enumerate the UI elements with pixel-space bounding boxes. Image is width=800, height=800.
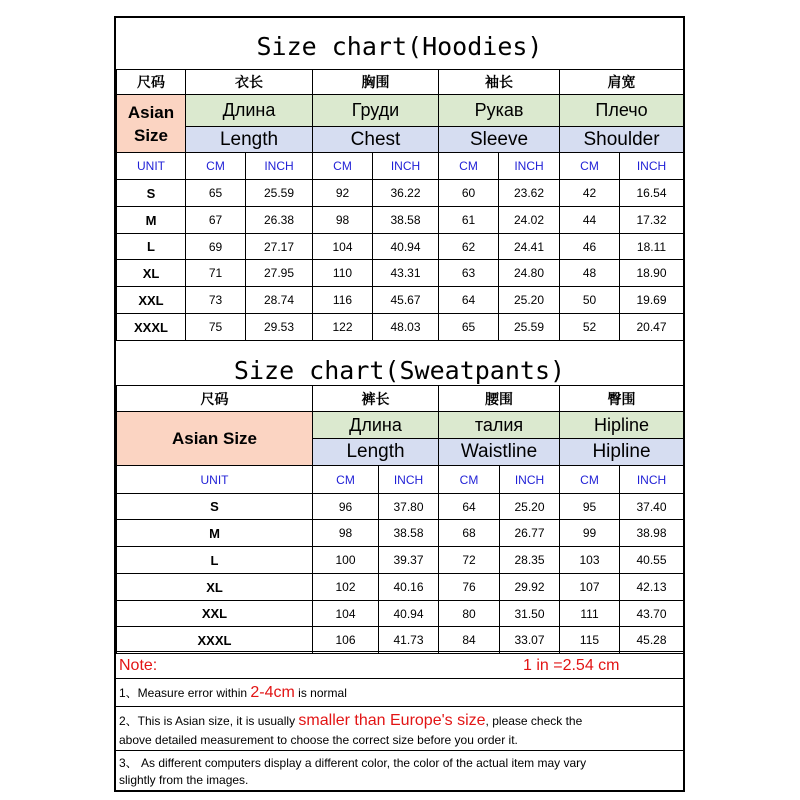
value-cell: 92 <box>313 180 373 207</box>
cn-chest-header: 胸围 <box>313 70 439 95</box>
value-cell: 116 <box>313 287 373 314</box>
value-cell: 40.94 <box>373 234 439 260</box>
value-cell: 107 <box>560 574 620 601</box>
notes-section <box>116 651 683 793</box>
value-cell: 20.47 <box>620 314 684 341</box>
value-cell: 26.77 <box>500 520 560 547</box>
unit-cm: CM <box>313 153 373 180</box>
value-cell: 46 <box>560 234 620 260</box>
sweatpants-cn-header-row <box>117 386 684 412</box>
hoodies-table <box>116 69 684 341</box>
note-3-line-1: 3、 As different computers display a different color, the color of the actual item may vary <box>119 756 587 770</box>
sweatpants-title: Size chart(Sweatpants) <box>233 356 566 385</box>
value-cell: 42 <box>560 180 620 207</box>
value-cell: 69 <box>186 234 246 260</box>
value-cell: 18.11 <box>620 234 684 260</box>
value-cell: 24.41 <box>499 234 560 260</box>
en-length-label: Length <box>313 439 439 466</box>
note-1-prefix: 1、Measure error within <box>119 686 251 700</box>
en-sleeve-label: Sleeve <box>439 127 560 153</box>
size-cell: XL <box>117 260 186 287</box>
value-cell: 27.95 <box>246 260 313 287</box>
table-row <box>117 260 684 287</box>
size-cell: XL <box>117 574 313 601</box>
value-cell: 84 <box>439 627 500 654</box>
value-cell: 37.40 <box>620 494 684 520</box>
asian-size-header <box>117 95 186 153</box>
sweatpants-ru-row <box>117 412 684 439</box>
note-2-prefix: 2、This is Asian size, it is usually <box>119 714 299 728</box>
value-cell: 31.50 <box>500 601 560 627</box>
value-cell: 36.22 <box>373 180 439 207</box>
hoodies-unit-row <box>117 153 684 180</box>
table-row <box>117 520 684 547</box>
unit-cm: CM <box>560 466 620 494</box>
note-1-suffix: is normal <box>294 686 347 700</box>
value-cell: 28.74 <box>246 287 313 314</box>
hoodies-ru-row <box>117 95 684 127</box>
ru-length-label: Длина <box>313 412 439 439</box>
unit-inch: INCH <box>620 466 684 494</box>
value-cell: 102 <box>313 574 379 601</box>
unit-inch: INCH <box>499 153 560 180</box>
value-cell: 65 <box>186 180 246 207</box>
value-cell: 33.07 <box>500 627 560 654</box>
cn-size-header: 尺码 <box>117 386 313 412</box>
size-chart-sheet <box>114 16 685 792</box>
value-cell: 43.31 <box>373 260 439 287</box>
note-3-line-2: slightly from the images. <box>119 773 249 787</box>
value-cell: 76 <box>439 574 500 601</box>
hoodies-en-row <box>117 127 684 153</box>
value-cell: 65 <box>439 314 499 341</box>
table-row <box>117 314 684 341</box>
value-cell: 24.02 <box>499 207 560 234</box>
value-cell: 25.20 <box>499 287 560 314</box>
table-row <box>117 601 684 627</box>
value-cell: 38.58 <box>379 520 439 547</box>
unit-label: UNIT <box>117 153 186 180</box>
en-chest-label: Chest <box>313 127 439 153</box>
unit-inch: INCH <box>500 466 560 494</box>
unit-cm: CM <box>313 466 379 494</box>
sweatpants-unit-row <box>117 466 684 494</box>
value-cell: 61 <box>439 207 499 234</box>
value-cell: 111 <box>560 601 620 627</box>
ru-waist-label: талия <box>439 412 560 439</box>
value-cell: 40.94 <box>379 601 439 627</box>
asian-size-text: Asian Size <box>127 102 175 145</box>
cn-waist-header: 腰围 <box>439 386 560 412</box>
value-cell: 67 <box>186 207 246 234</box>
value-cell: 48.03 <box>373 314 439 341</box>
value-cell: 40.16 <box>379 574 439 601</box>
note-2 <box>116 707 683 751</box>
value-cell: 48 <box>560 260 620 287</box>
value-cell: 38.98 <box>620 520 684 547</box>
cn-length-header: 衣长 <box>186 70 313 95</box>
ru-length-label: Длина <box>186 95 313 127</box>
value-cell: 39.37 <box>379 547 439 574</box>
value-cell: 29.92 <box>500 574 560 601</box>
value-cell: 40.55 <box>620 547 684 574</box>
note-1 <box>116 679 683 707</box>
value-cell: 25.59 <box>246 180 313 207</box>
en-hipline-label: Hipline <box>560 439 684 466</box>
value-cell: 71 <box>186 260 246 287</box>
value-cell: 98 <box>313 520 379 547</box>
note-3 <box>116 751 683 793</box>
table-row <box>117 234 684 260</box>
en-length-label: Length <box>186 127 313 153</box>
cn-pants-length-header: 裤长 <box>313 386 439 412</box>
value-cell: 41.73 <box>379 627 439 654</box>
value-cell: 62 <box>439 234 499 260</box>
value-cell: 60 <box>439 180 499 207</box>
value-cell: 16.54 <box>620 180 684 207</box>
value-cell: 45.67 <box>373 287 439 314</box>
value-cell: 37.80 <box>379 494 439 520</box>
value-cell: 63 <box>439 260 499 287</box>
size-cell: XXL <box>117 601 313 627</box>
value-cell: 50 <box>560 287 620 314</box>
value-cell: 106 <box>313 627 379 654</box>
value-cell: 95 <box>560 494 620 520</box>
table-row <box>117 547 684 574</box>
value-cell: 25.20 <box>500 494 560 520</box>
note-2-suffix: , please check the <box>485 714 583 728</box>
value-cell: 103 <box>560 547 620 574</box>
size-cell: L <box>117 234 186 260</box>
value-cell: 73 <box>186 287 246 314</box>
value-cell: 104 <box>313 601 379 627</box>
value-cell: 64 <box>439 287 499 314</box>
value-cell: 26.38 <box>246 207 313 234</box>
table-row <box>117 287 684 314</box>
value-cell: 19.69 <box>620 287 684 314</box>
value-cell: 23.62 <box>499 180 560 207</box>
value-cell: 115 <box>560 627 620 654</box>
value-cell: 17.32 <box>620 207 684 234</box>
hoodies-cn-header-row <box>117 70 684 95</box>
value-cell: 29.53 <box>246 314 313 341</box>
value-cell: 18.90 <box>620 260 684 287</box>
unit-label: UNIT <box>117 466 313 494</box>
ru-sleeve-label: Рукав <box>439 95 560 127</box>
unit-inch: INCH <box>620 153 684 180</box>
value-cell: 98 <box>313 207 373 234</box>
note-heading: Note: <box>119 657 158 674</box>
value-cell: 25.59 <box>499 314 560 341</box>
value-cell: 28.35 <box>500 547 560 574</box>
hoodies-title: Size chart(Hoodies) <box>256 32 543 61</box>
table-row <box>117 627 684 654</box>
value-cell: 38.58 <box>373 207 439 234</box>
cn-sleeve-header: 袖长 <box>439 70 560 95</box>
table-row <box>117 574 684 601</box>
value-cell: 52 <box>560 314 620 341</box>
note-heading-row <box>116 652 683 679</box>
value-cell: 100 <box>313 547 379 574</box>
unit-inch: INCH <box>246 153 313 180</box>
unit-cm: CM <box>439 153 499 180</box>
size-cell: M <box>117 520 313 547</box>
size-cell: XXL <box>117 287 186 314</box>
value-cell: 80 <box>439 601 500 627</box>
size-cell: XXXL <box>117 627 313 654</box>
note-1-highlight: 2-4cm <box>250 684 295 701</box>
ru-hipline-label: Hipline <box>560 412 684 439</box>
value-cell: 44 <box>560 207 620 234</box>
conversion-note: 1 in =2.54 cm <box>523 657 620 674</box>
value-cell: 72 <box>439 547 500 574</box>
note-2-highlight: smaller than Europe's size <box>298 712 486 729</box>
value-cell: 75 <box>186 314 246 341</box>
ru-shoulder-label: Плечо <box>560 95 684 127</box>
value-cell: 43.70 <box>620 601 684 627</box>
sweatpants-table <box>116 385 684 654</box>
cn-size-header: 尺码 <box>117 70 186 95</box>
cn-shoulder-header: 肩宽 <box>560 70 684 95</box>
ru-chest-label: Груди <box>313 95 439 127</box>
table-row <box>117 207 684 234</box>
size-cell: S <box>117 494 313 520</box>
value-cell: 68 <box>439 520 500 547</box>
table-row <box>117 180 684 207</box>
value-cell: 104 <box>313 234 373 260</box>
unit-inch: INCH <box>379 466 439 494</box>
size-cell: L <box>117 547 313 574</box>
value-cell: 122 <box>313 314 373 341</box>
value-cell: 96 <box>313 494 379 520</box>
cn-hip-header: 臀围 <box>560 386 684 412</box>
note-2-line-2: above detailed measurement to choose the correct size before you order it. <box>119 733 518 747</box>
en-shoulder-label: Shoulder <box>560 127 684 153</box>
unit-cm: CM <box>560 153 620 180</box>
value-cell: 99 <box>560 520 620 547</box>
size-cell: XXXL <box>117 314 186 341</box>
asian-size-header: Asian Size <box>117 412 313 466</box>
unit-cm: CM <box>439 466 500 494</box>
unit-inch: INCH <box>373 153 439 180</box>
value-cell: 110 <box>313 260 373 287</box>
value-cell: 45.28 <box>620 627 684 654</box>
value-cell: 24.80 <box>499 260 560 287</box>
value-cell: 42.13 <box>620 574 684 601</box>
size-cell: M <box>117 207 186 234</box>
table-row <box>117 494 684 520</box>
en-waistline-label: Waistline <box>439 439 560 466</box>
unit-cm: CM <box>186 153 246 180</box>
note-2-line-1 <box>119 711 683 731</box>
value-cell: 64 <box>439 494 500 520</box>
value-cell: 27.17 <box>246 234 313 260</box>
size-cell: S <box>117 180 186 207</box>
